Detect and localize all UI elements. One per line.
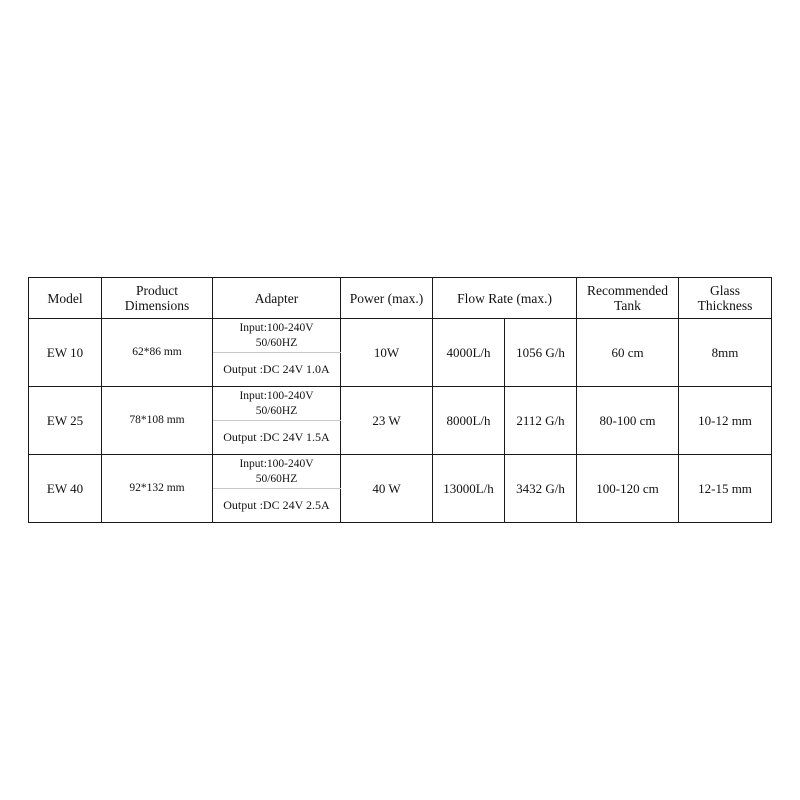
header-power: Power (max.): [341, 278, 433, 319]
spec-table: [28, 277, 772, 523]
adapter-input-line2: 50/60HZ: [255, 336, 298, 349]
cell-glass: 12-15 mm: [679, 455, 772, 523]
cell-adapter-output: Output :DC 24V 1.5A: [213, 421, 341, 455]
table-row: [29, 387, 772, 421]
adapter-input-line1: Input:100-240V: [239, 389, 314, 402]
header-row: [29, 278, 772, 319]
cell-tank: 80-100 cm: [577, 387, 679, 455]
cell-dimensions: 62*86 mm: [102, 319, 213, 387]
cell-flow-gh: 3432 G/h: [505, 455, 577, 523]
cell-tank: 100-120 cm: [577, 455, 679, 523]
table-row: [29, 319, 772, 353]
header-model: Model: [29, 278, 102, 319]
cell-power: 23 W: [341, 387, 433, 455]
header-dimensions-line2: Dimensions: [124, 298, 190, 313]
cell-glass: 10-12 mm: [679, 387, 772, 455]
header-dimensions: [102, 278, 213, 319]
cell-model: EW 10: [29, 319, 102, 387]
cell-flow-lh: 8000L/h: [433, 387, 505, 455]
cell-flow-gh: 1056 G/h: [505, 319, 577, 387]
cell-flow-gh: 2112 G/h: [505, 387, 577, 455]
header-tank: [577, 278, 679, 319]
cell-adapter-input: [213, 387, 341, 421]
adapter-input-line2: 50/60HZ: [255, 404, 298, 417]
header-glass-line2: Thickness: [697, 298, 753, 313]
cell-model: EW 25: [29, 387, 102, 455]
cell-adapter-output: Output :DC 24V 1.0A: [213, 353, 341, 387]
cell-adapter-output: Output :DC 24V 2.5A: [213, 489, 341, 523]
header-flow-rate: Flow Rate (max.): [433, 278, 577, 319]
header-tank-line1: Recommended: [587, 283, 668, 298]
cell-glass: 8mm: [679, 319, 772, 387]
header-glass-line1: Glass: [710, 283, 741, 298]
cell-flow-lh: 13000L/h: [433, 455, 505, 523]
header-dimensions-line1: Product: [136, 283, 178, 298]
cell-power: 10W: [341, 319, 433, 387]
adapter-input-line2: 50/60HZ: [255, 472, 298, 485]
cell-dimensions: 92*132 mm: [102, 455, 213, 523]
cell-model: EW 40: [29, 455, 102, 523]
header-glass: [679, 278, 772, 319]
cell-adapter-input: [213, 319, 341, 353]
adapter-input-line1: Input:100-240V: [239, 321, 314, 334]
adapter-input-line1: Input:100-240V: [239, 457, 314, 470]
cell-adapter-input: [213, 455, 341, 489]
table-row: [29, 455, 772, 489]
cell-dimensions: 78*108 mm: [102, 387, 213, 455]
cell-power: 40 W: [341, 455, 433, 523]
header-adapter: Adapter: [213, 278, 341, 319]
cell-tank: 60 cm: [577, 319, 679, 387]
cell-flow-lh: 4000L/h: [433, 319, 505, 387]
header-tank-line2: Tank: [614, 298, 641, 313]
